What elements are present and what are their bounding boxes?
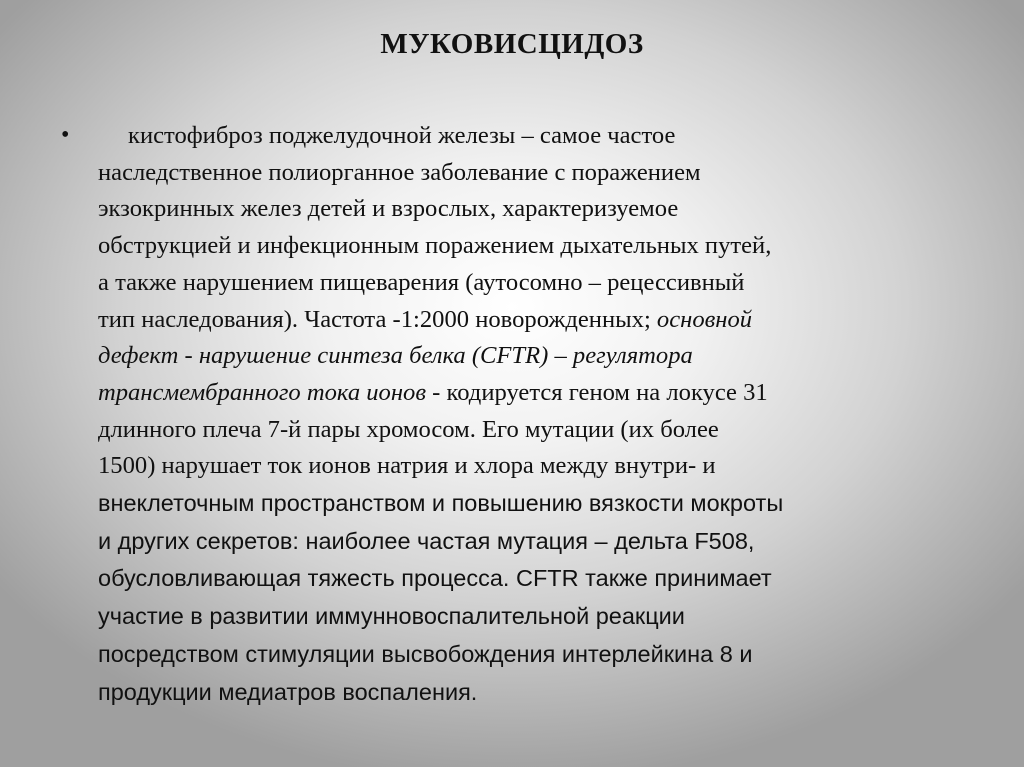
text-line [98, 412, 978, 449]
text-segment: 1500) нарушает ток ионов натрия и хлора между внутри- и [98, 452, 716, 480]
text-segment: внеклеточным пространством и повышению вязкости мокроты [98, 490, 784, 517]
text-line [98, 302, 978, 339]
text-line [98, 523, 978, 561]
text-line [98, 485, 978, 523]
text-line [98, 560, 978, 598]
text-line [98, 448, 978, 485]
text-line [98, 338, 978, 375]
text-segment: длинного плеча 7-й пары хромосом. Его мутации (их более [98, 415, 719, 443]
text-line [98, 598, 978, 636]
text-line [98, 155, 978, 192]
text-segment: а также нарушением пищеварения (аутосомно – рецессивный [98, 268, 745, 296]
text-segment: трансмембранного тока ионов [98, 378, 427, 406]
bullet-paragraph [98, 118, 978, 711]
text-line [98, 191, 978, 228]
text-segment: участие в развитии иммунновоспалительной реакции [98, 603, 685, 630]
text-segment: дефект - нарушение синтеза белка (CFTR) – регулятора [98, 342, 693, 370]
text-segment: обусловливающая тяжесть процесса. CFTR также принимает [98, 565, 772, 592]
text-segment: продукции медиатров воспаления. [98, 678, 478, 705]
text-line [98, 265, 978, 302]
text-segment: посредством стимуляции высвобождения интерлейкина 8 и [98, 640, 753, 667]
text-line [98, 375, 978, 412]
text-segment: экзокринных желез детей и взрослых, характеризуемое [98, 195, 679, 223]
text-segment: и других секретов: наиболее частая мутация – дельта F508, [98, 527, 755, 554]
text-segment: основной [656, 305, 753, 333]
text-segment: обструкцией и инфекционным поражением дыхательных путей, [98, 232, 772, 260]
text-line [98, 118, 978, 155]
text-line [98, 636, 978, 674]
slide-title: МУКОВИСЦИДОЗ [380, 28, 644, 60]
text-segment: кистофиброз поджелудочной железы – самое частое [128, 122, 676, 149]
text-line [98, 674, 978, 712]
text-segment: - кодируется геном на локусе 31 [426, 378, 768, 406]
text-segment: тип наследования). Частота -1:2000 новорожденных; [98, 305, 657, 333]
bullet-marker: • [61, 122, 70, 148]
text-line [98, 228, 978, 265]
text-segment: наследственное полиорганное заболевание с поражением [98, 158, 701, 186]
